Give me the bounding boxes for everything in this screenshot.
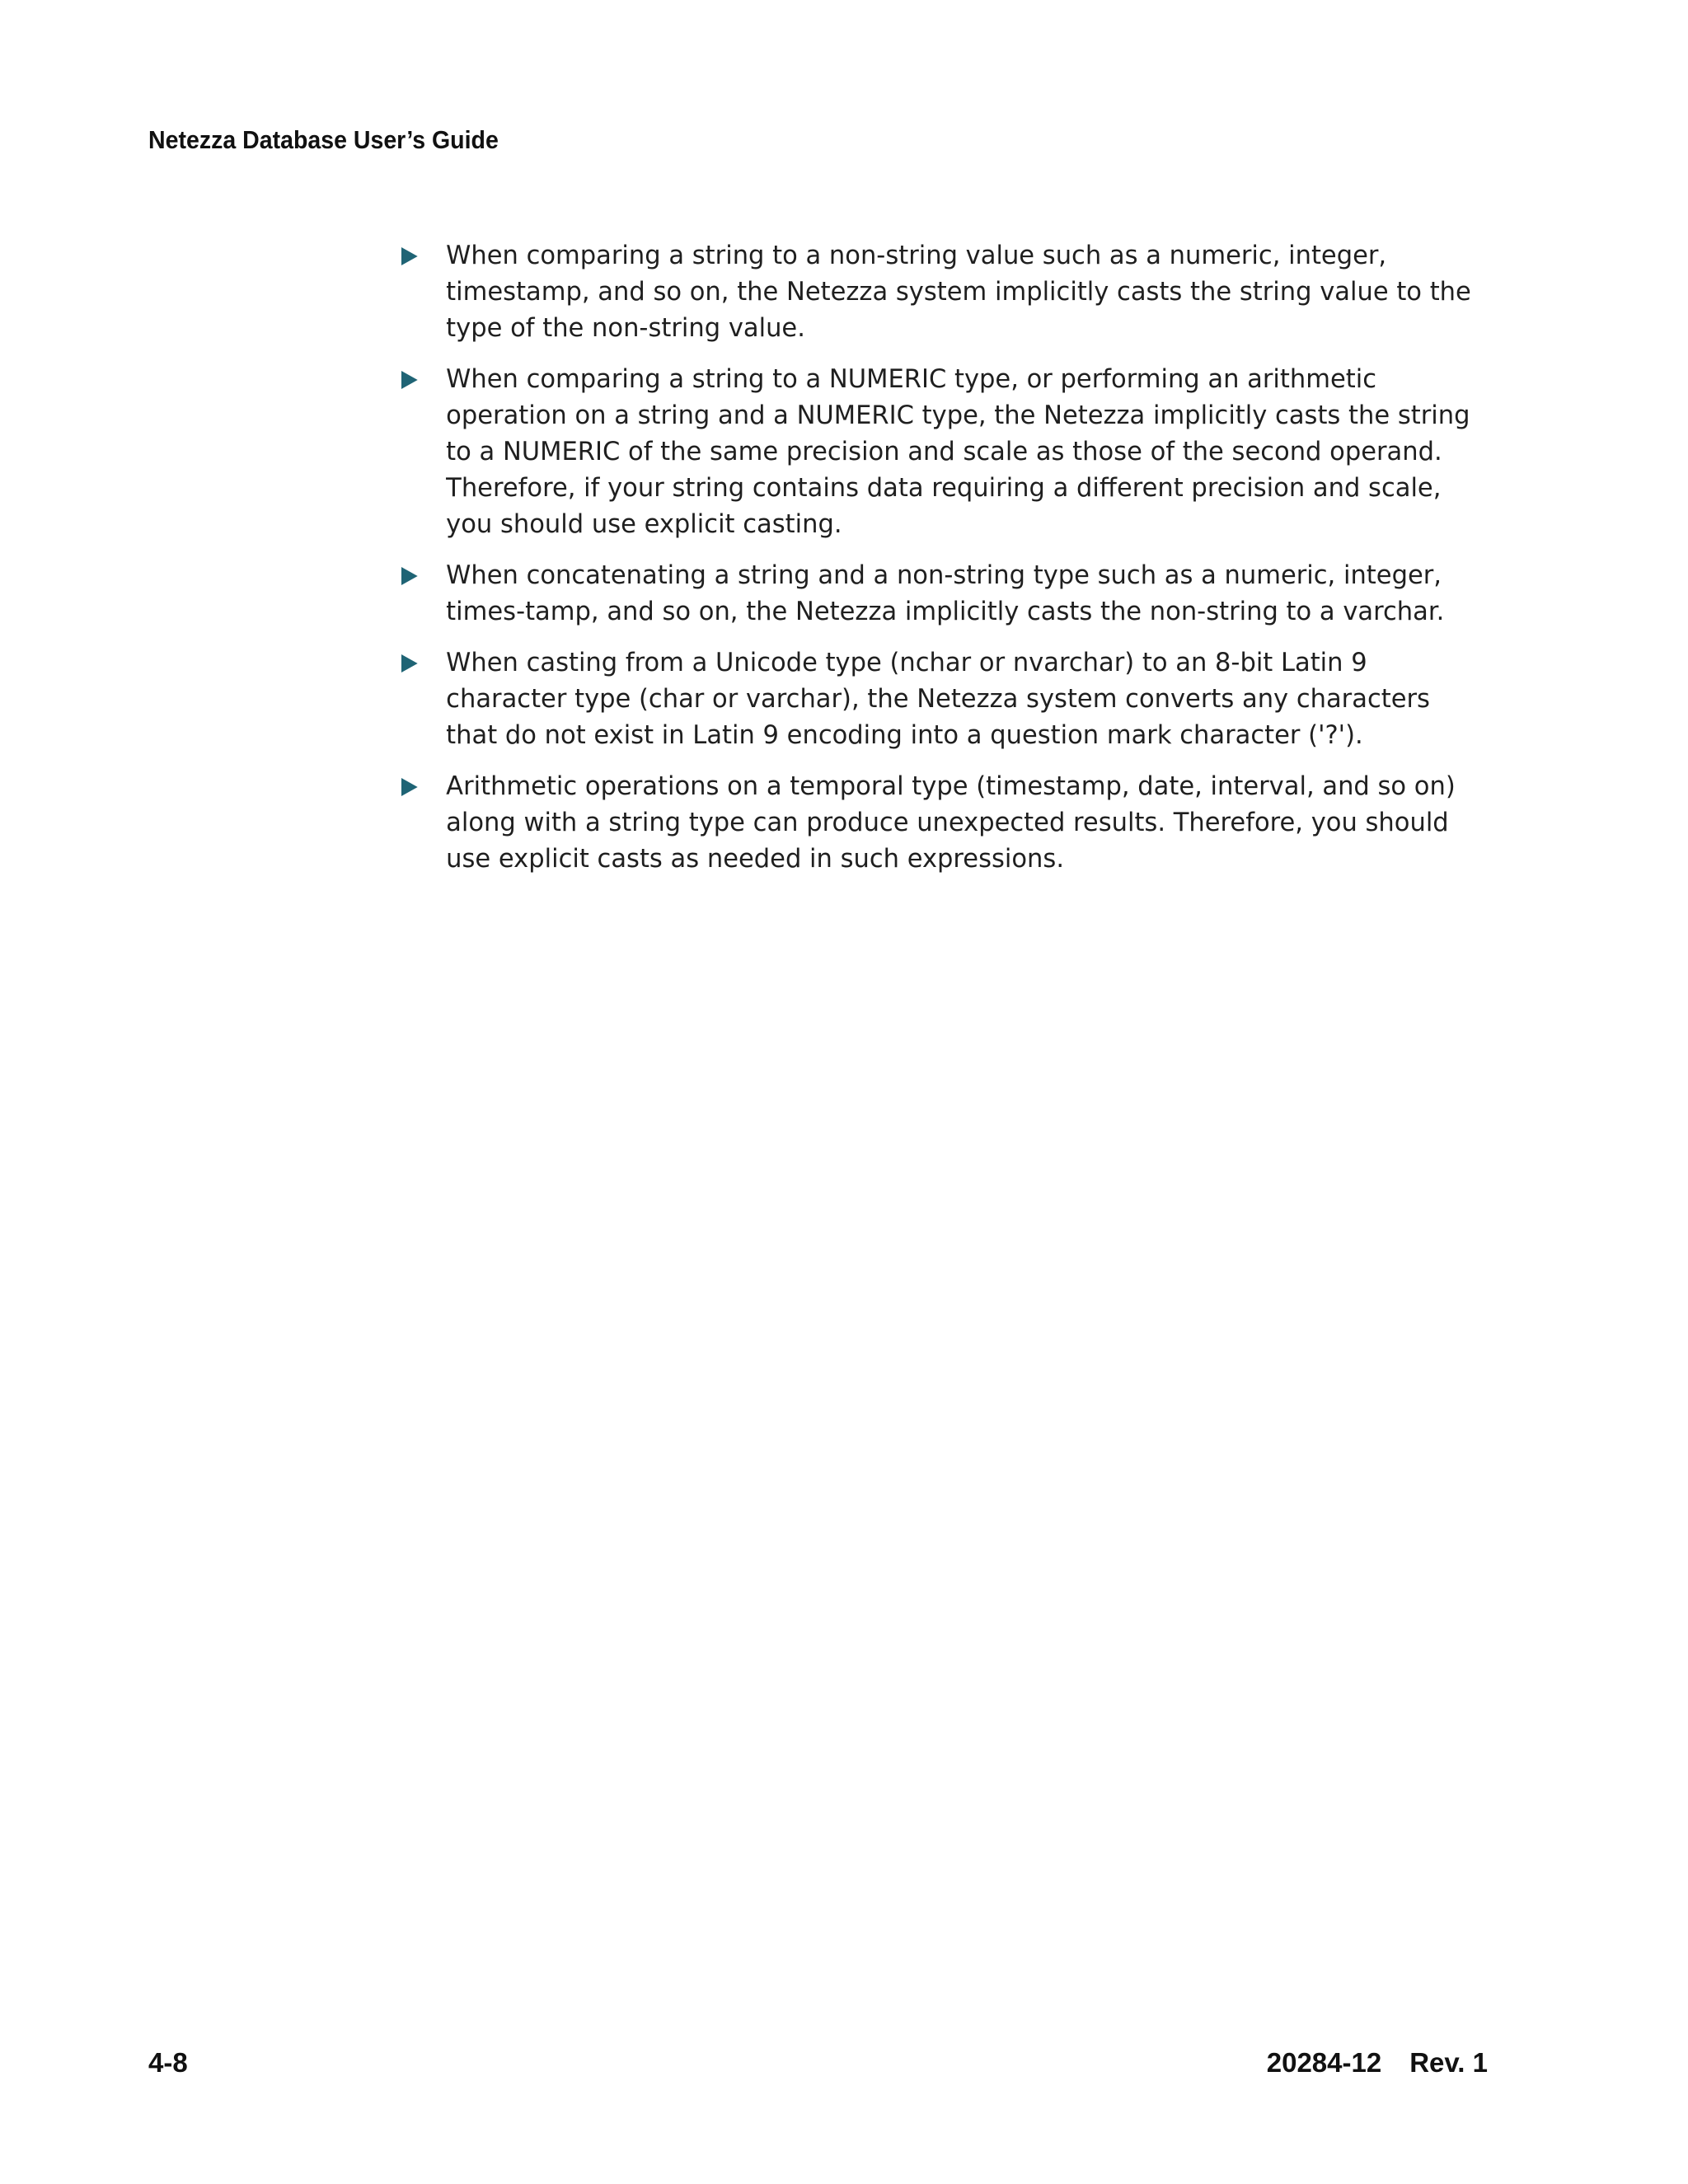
list-item-text: When comparing a string to a NUMERIC type, or performing an arithmetic operation on a string and a NUMERIC type, the Netezza implicitly casts the string to a NUMERIC of the same precision and scale as those of the second operand. Therefore, if your string contains data requiring a different precision and scale, you should use explicit casting. [446,364,1470,539]
list-item-text: Arithmetic operations on a temporal type (timestamp, date, interval, and so on) along with a string type can produce unexpected results. Therefore, you should use explicit casts as needed in such expressions. [446,771,1456,874]
list-item-text: When casting from a Unicode type (nchar or nvarchar) to an 8-bit Latin 9 character type (char or varchar), the Netezza system converts any characters that do not exist in Latin 9 encoding into a question mark character ('?'). [446,648,1430,750]
triangle-right-icon [401,371,418,389]
document-number: 20284-12 [1266,2047,1382,2078]
list-item [401,768,1481,877]
bullet-list [401,237,1498,892]
list-item [401,361,1481,542]
running-header: Netezza Database User’s Guide [148,125,499,154]
document-id [1267,2047,1488,2079]
page-number: 4-8 [148,2047,188,2078]
triangle-right-icon [401,778,418,796]
triangle-right-icon [401,247,418,265]
revision-label: Rev. 1 [1409,2047,1488,2078]
list-item [401,644,1481,753]
triangle-right-icon [401,567,418,585]
list-item [401,237,1481,346]
list-item-text: When comparing a string to a non-string value such as a numeric, integer, timestamp, and so on, the Netezza system implicitly casts the string value to the type of the non-string value. [446,241,1471,343]
list-item-text: When concatenating a string and a non-string type such as a numeric, integer, times-tamp, and so on, the Netezza implicitly casts the non-string to a varchar. [446,560,1445,626]
list-item [401,557,1481,630]
triangle-right-icon [401,654,418,673]
